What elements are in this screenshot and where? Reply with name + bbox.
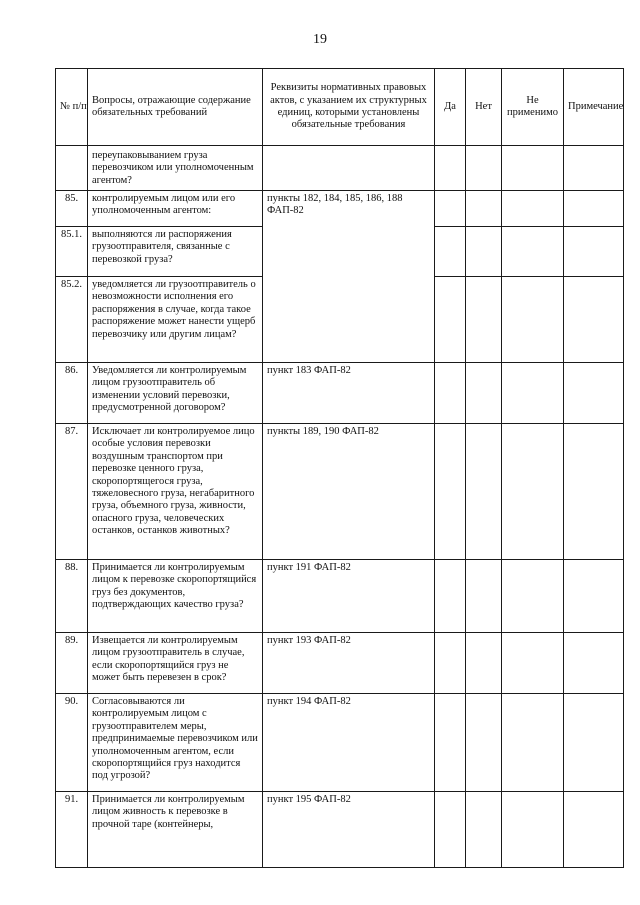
table-row bbox=[56, 694, 624, 792]
table-row bbox=[56, 560, 624, 633]
cell-yes[interactable] bbox=[435, 277, 466, 363]
table-row bbox=[56, 792, 624, 868]
cell-no[interactable] bbox=[466, 227, 502, 277]
row-question: Принимается ли контролируемым лицом к перевозке скоропортящийся груз без документов, подтверждающих качество груза? bbox=[88, 560, 263, 633]
header-no: Нет bbox=[466, 69, 502, 146]
header-not-applicable: Не применимо bbox=[502, 69, 564, 146]
row-reference: пункт 193 ФАП-82 bbox=[263, 633, 435, 694]
cell-note[interactable] bbox=[564, 227, 624, 277]
cell-note[interactable] bbox=[564, 191, 624, 227]
cell-not-applicable[interactable] bbox=[502, 146, 564, 191]
row-num: 90. bbox=[56, 694, 88, 792]
cell-note[interactable] bbox=[564, 694, 624, 792]
cell-note[interactable] bbox=[564, 277, 624, 363]
row-reference: пункт 183 ФАП-82 bbox=[263, 363, 435, 424]
cell-yes[interactable] bbox=[435, 694, 466, 792]
row-question: Уведомляется ли контролируемым лицом грузоотправитель об изменении условий перевозки, предусмотренной договором? bbox=[88, 363, 263, 424]
cell-not-applicable[interactable] bbox=[502, 694, 564, 792]
row-question: Извещается ли контролируемым лицом грузоотправитель в случае, если скоропортящийся груз не может быть перевезен в срок? bbox=[88, 633, 263, 694]
row-question: переупаковыванием груза перевозчиком или уполномоченным агентом? bbox=[88, 146, 263, 191]
row-question: Исключает ли контролируемое лицо особые условия перевозки воздушным транспортом при перевозке ценного груза, скоропортящегося груза, тяжеловесного груза, негабаритного груза, объемного груза, живности, опасного груза, человеческих останков, останков животных? bbox=[88, 424, 263, 560]
cell-no[interactable] bbox=[466, 560, 502, 633]
row-reference: пункты 182, 184, 185, 186, 188 ФАП-82 bbox=[263, 191, 435, 363]
cell-no[interactable] bbox=[466, 694, 502, 792]
cell-no[interactable] bbox=[466, 146, 502, 191]
cell-not-applicable[interactable] bbox=[502, 792, 564, 868]
cell-yes[interactable] bbox=[435, 792, 466, 868]
header-references: Реквизиты нормативных правовых актов, с указанием их структурных единиц, которыми установлены обязательные требования bbox=[263, 69, 435, 146]
cell-note[interactable] bbox=[564, 633, 624, 694]
table-row bbox=[56, 424, 624, 560]
cell-no[interactable] bbox=[466, 277, 502, 363]
row-reference: пункты 189, 190 ФАП-82 bbox=[263, 424, 435, 560]
cell-not-applicable[interactable] bbox=[502, 560, 564, 633]
cell-no[interactable] bbox=[466, 792, 502, 868]
cell-not-applicable[interactable] bbox=[502, 424, 564, 560]
cell-yes[interactable] bbox=[435, 227, 466, 277]
cell-note[interactable] bbox=[564, 363, 624, 424]
table-header-row bbox=[56, 69, 624, 146]
page-number: 19 bbox=[313, 32, 327, 47]
row-reference bbox=[263, 146, 435, 191]
cell-not-applicable[interactable] bbox=[502, 227, 564, 277]
cell-no[interactable] bbox=[466, 424, 502, 560]
cell-yes[interactable] bbox=[435, 424, 466, 560]
row-num: 85.2. bbox=[56, 277, 88, 363]
row-question: уведомляется ли грузоотправитель о невозможности исполнения его распоряжения в случае, когда такое распоряжение может нанести ущерб перевозчику или другим лицам? bbox=[88, 277, 263, 363]
cell-not-applicable[interactable] bbox=[502, 191, 564, 227]
cell-note[interactable] bbox=[564, 424, 624, 560]
cell-yes[interactable] bbox=[435, 191, 466, 227]
cell-note[interactable] bbox=[564, 560, 624, 633]
row-num: 91. bbox=[56, 792, 88, 868]
cell-no[interactable] bbox=[466, 363, 502, 424]
row-reference: пункт 194 ФАП-82 bbox=[263, 694, 435, 792]
table-row bbox=[56, 633, 624, 694]
row-num: 85.1. bbox=[56, 227, 88, 277]
row-question: Принимается ли контролируемым лицом живность к перевозке в прочной таре (контейнеры, bbox=[88, 792, 263, 868]
cell-yes[interactable] bbox=[435, 146, 466, 191]
header-note: Примечание bbox=[564, 69, 624, 146]
row-question: Согласовываются ли контролируемым лицом с грузоотправителем меры, предпринимаемые перевозчиком или уполномоченным агентом, если скоропортящийся груз находится под угрозой? bbox=[88, 694, 263, 792]
cell-not-applicable[interactable] bbox=[502, 277, 564, 363]
row-num: 88. bbox=[56, 560, 88, 633]
row-question: выполняются ли распоряжения грузоотправителя, связанные с перевозкой груза? bbox=[88, 227, 263, 277]
row-num: 87. bbox=[56, 424, 88, 560]
header-num: № п/п bbox=[56, 69, 88, 146]
row-num: 85. bbox=[56, 191, 88, 227]
cell-yes[interactable] bbox=[435, 363, 466, 424]
header-yes: Да bbox=[435, 69, 466, 146]
cell-yes[interactable] bbox=[435, 633, 466, 694]
row-question: контролируемым лицом или его уполномоченным агентом: bbox=[88, 191, 263, 227]
cell-no[interactable] bbox=[466, 633, 502, 694]
cell-not-applicable[interactable] bbox=[502, 633, 564, 694]
table-row bbox=[56, 363, 624, 424]
cell-no[interactable] bbox=[466, 191, 502, 227]
table-row bbox=[56, 191, 624, 227]
requirements-table bbox=[55, 68, 624, 868]
row-reference: пункт 195 ФАП-82 bbox=[263, 792, 435, 868]
cell-not-applicable[interactable] bbox=[502, 363, 564, 424]
cell-yes[interactable] bbox=[435, 560, 466, 633]
row-num bbox=[56, 146, 88, 191]
table-row bbox=[56, 146, 624, 191]
cell-note[interactable] bbox=[564, 792, 624, 868]
header-questions: Вопросы, отражающие содержание обязательных требований bbox=[88, 69, 263, 146]
row-reference: пункт 191 ФАП-82 bbox=[263, 560, 435, 633]
row-num: 86. bbox=[56, 363, 88, 424]
row-num: 89. bbox=[56, 633, 88, 694]
cell-note[interactable] bbox=[564, 146, 624, 191]
